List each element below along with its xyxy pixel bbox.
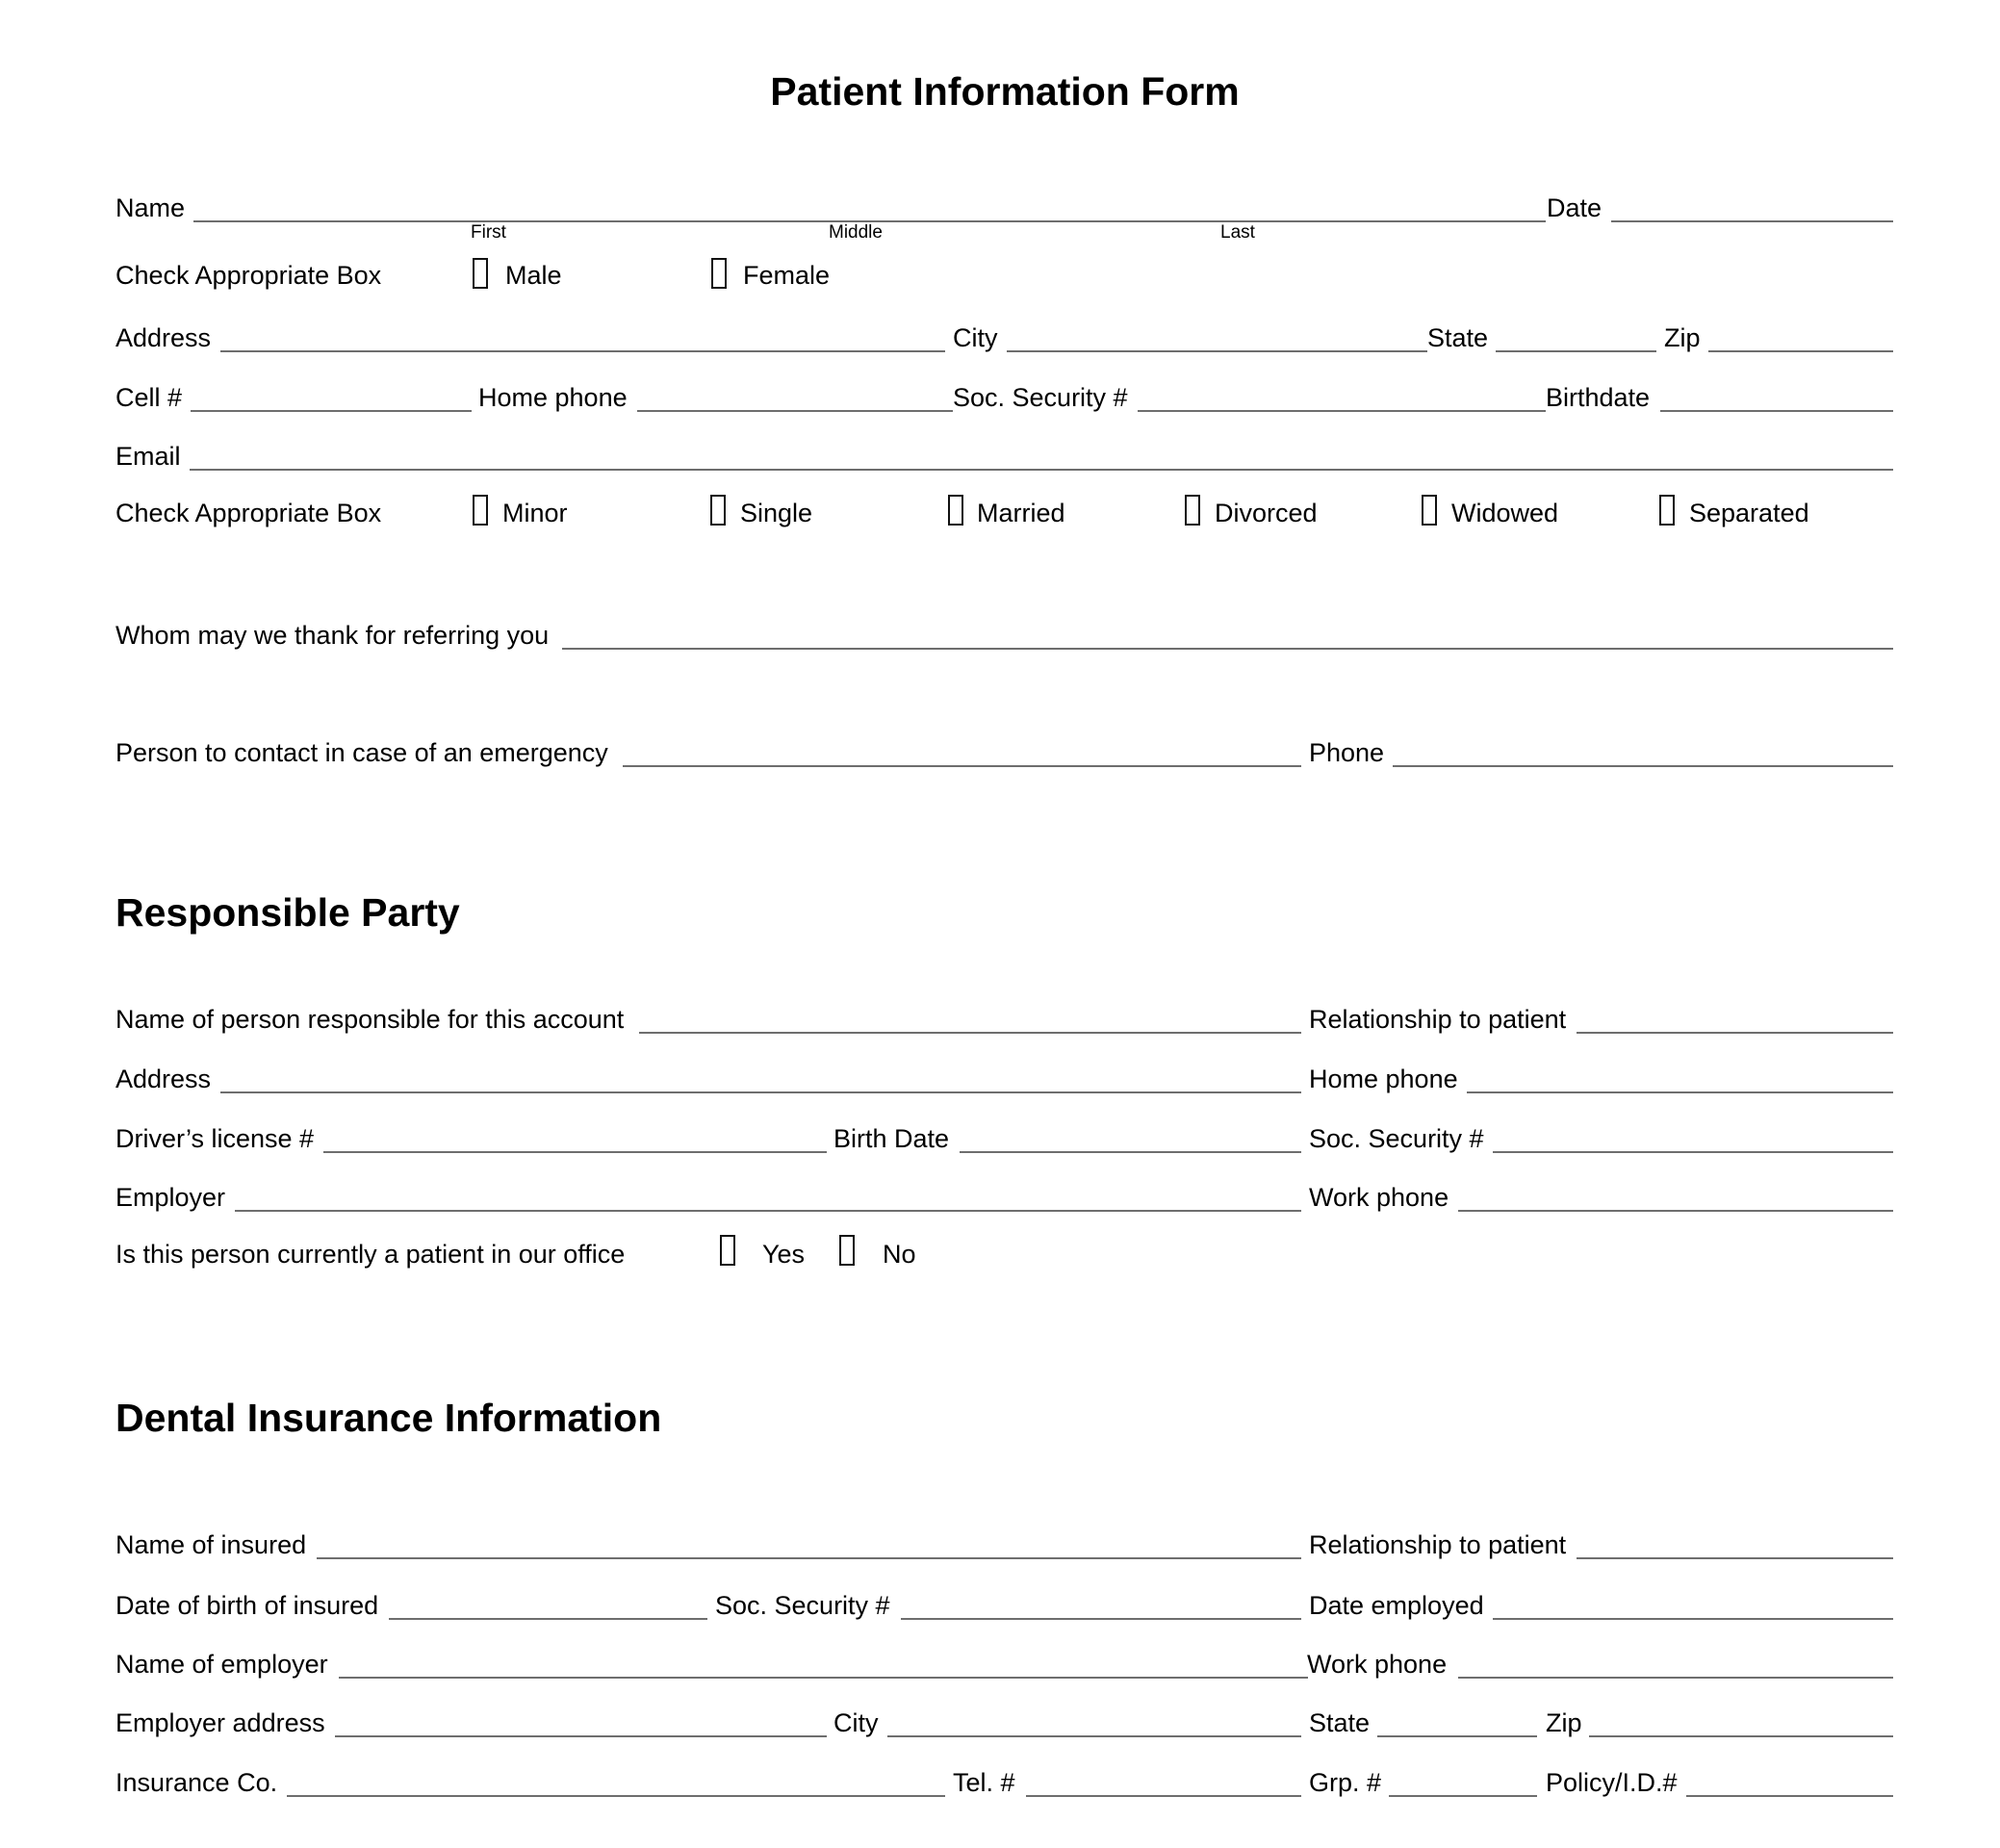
- married-checkbox[interactable]: [948, 495, 963, 526]
- referral-label: Whom may we thank for referring you: [115, 621, 550, 650]
- ins-state-label: State: [1309, 1708, 1371, 1737]
- page-title: Patient Information Form: [770, 69, 1240, 114]
- responsible-party-heading: Responsible Party: [115, 890, 460, 935]
- state-field[interactable]: [1496, 350, 1656, 352]
- address-field[interactable]: [220, 350, 945, 352]
- rp-address-field[interactable]: [220, 1091, 1301, 1093]
- current-patient-no-checkbox[interactable]: [839, 1235, 855, 1266]
- single-label: Single: [740, 499, 813, 527]
- married-label: Married: [977, 499, 1065, 527]
- ins-ssn-label: Soc. Security #: [715, 1591, 890, 1620]
- ins-work-phone-label: Work phone: [1307, 1650, 1448, 1679]
- middle-name-sublabel: Middle: [829, 222, 883, 243]
- employer-name-label: Name of employer: [115, 1650, 328, 1679]
- birthdate-label: Birthdate: [1546, 383, 1651, 412]
- ssn-field[interactable]: [1138, 410, 1546, 412]
- rp-ssn-label: Soc. Security #: [1309, 1124, 1484, 1153]
- ins-zip-label: Zip: [1546, 1708, 1582, 1737]
- ins-state-field[interactable]: [1377, 1735, 1537, 1737]
- birthdate-field[interactable]: [1660, 410, 1893, 412]
- date-label: Date: [1547, 193, 1603, 222]
- date-employed-label: Date employed: [1309, 1591, 1484, 1620]
- status-prompt: Check Appropriate Box: [115, 499, 382, 527]
- ssn-label: Soc. Security #: [953, 383, 1128, 412]
- male-label: Male: [505, 261, 562, 290]
- male-checkbox[interactable]: [473, 258, 488, 289]
- emergency-contact-field[interactable]: [623, 765, 1301, 767]
- rp-ssn-field[interactable]: [1493, 1151, 1893, 1153]
- responsible-name-field[interactable]: [639, 1032, 1301, 1034]
- responsible-name-label: Name of person responsible for this account: [115, 1005, 625, 1034]
- minor-checkbox[interactable]: [473, 495, 488, 526]
- ins-city-field[interactable]: [887, 1735, 1301, 1737]
- rp-employer-label: Employer: [115, 1183, 226, 1212]
- current-patient-yes-label: Yes: [762, 1240, 806, 1269]
- insured-dob-field[interactable]: [389, 1618, 707, 1620]
- widowed-label: Widowed: [1451, 499, 1559, 527]
- rp-address-label: Address: [115, 1065, 212, 1093]
- ins-work-phone-field[interactable]: [1458, 1677, 1893, 1679]
- ins-tel-label: Tel. #: [953, 1768, 1015, 1797]
- policy-id-field[interactable]: [1686, 1795, 1893, 1797]
- rp-employer-field[interactable]: [235, 1210, 1301, 1212]
- policy-id-label: Policy/I.D.#: [1546, 1768, 1678, 1797]
- female-label: Female: [743, 261, 831, 290]
- current-patient-prompt: Is this person currently a patient in our office: [115, 1240, 626, 1269]
- insurance-co-field[interactable]: [287, 1795, 945, 1797]
- rp-license-field[interactable]: [323, 1151, 827, 1153]
- emergency-phone-label: Phone: [1309, 738, 1385, 767]
- emergency-phone-field[interactable]: [1393, 765, 1893, 767]
- employer-address-label: Employer address: [115, 1708, 325, 1737]
- employer-name-field[interactable]: [339, 1677, 1308, 1679]
- ins-zip-field[interactable]: [1589, 1735, 1893, 1737]
- rp-license-label: Driver’s license #: [115, 1124, 315, 1153]
- cell-field[interactable]: [191, 410, 472, 412]
- emergency-contact-label: Person to contact in case of an emergency: [115, 738, 608, 767]
- insurance-co-label: Insurance Co.: [115, 1768, 278, 1797]
- ins-tel-field[interactable]: [1026, 1795, 1301, 1797]
- rp-birth-date-field[interactable]: [960, 1151, 1301, 1153]
- ins-ssn-field[interactable]: [901, 1618, 1301, 1620]
- ins-city-label: City: [833, 1708, 879, 1737]
- home-phone-field[interactable]: [637, 410, 953, 412]
- date-field[interactable]: [1611, 220, 1893, 222]
- rp-work-phone-label: Work phone: [1309, 1183, 1449, 1212]
- sex-prompt: Check Appropriate Box: [115, 261, 382, 290]
- insured-dob-label: Date of birth of insured: [115, 1591, 379, 1620]
- current-patient-yes-checkbox[interactable]: [720, 1235, 735, 1266]
- dental-insurance-heading: Dental Insurance Information: [115, 1396, 662, 1440]
- female-checkbox[interactable]: [711, 258, 727, 289]
- email-field[interactable]: [190, 469, 1893, 471]
- single-checkbox[interactable]: [710, 495, 726, 526]
- current-patient-no-label: No: [883, 1240, 916, 1269]
- zip-label: Zip: [1664, 323, 1701, 352]
- employer-address-field[interactable]: [335, 1735, 827, 1737]
- insured-name-field[interactable]: [317, 1557, 1301, 1559]
- ins-relationship-label: Relationship to patient: [1309, 1530, 1567, 1559]
- name-label: Name: [115, 193, 186, 222]
- first-name-sublabel: First: [471, 222, 506, 243]
- divorced-label: Divorced: [1215, 499, 1318, 527]
- rp-home-phone-field[interactable]: [1467, 1091, 1893, 1093]
- address-label: Address: [115, 323, 212, 352]
- state-label: State: [1427, 323, 1489, 352]
- city-label: City: [953, 323, 998, 352]
- rp-work-phone-field[interactable]: [1458, 1210, 1893, 1212]
- rp-relationship-label: Relationship to patient: [1309, 1005, 1567, 1034]
- rp-relationship-field[interactable]: [1577, 1032, 1893, 1034]
- cell-label: Cell #: [115, 383, 183, 412]
- email-label: Email: [115, 442, 181, 471]
- group-field[interactable]: [1389, 1795, 1537, 1797]
- separated-checkbox[interactable]: [1659, 495, 1675, 526]
- insured-name-label: Name of insured: [115, 1530, 307, 1559]
- rp-birth-date-label: Birth Date: [833, 1124, 950, 1153]
- referral-field[interactable]: [562, 648, 1893, 650]
- home-phone-label: Home phone: [478, 383, 628, 412]
- zip-field[interactable]: [1708, 350, 1893, 352]
- divorced-checkbox[interactable]: [1185, 495, 1200, 526]
- minor-label: Minor: [502, 499, 568, 527]
- widowed-checkbox[interactable]: [1422, 495, 1437, 526]
- city-field[interactable]: [1007, 350, 1427, 352]
- group-label: Grp. #: [1309, 1768, 1382, 1797]
- rp-home-phone-label: Home phone: [1309, 1065, 1458, 1093]
- date-employed-field[interactable]: [1493, 1618, 1893, 1620]
- separated-label: Separated: [1689, 499, 1809, 527]
- last-name-sublabel: Last: [1220, 222, 1255, 243]
- ins-relationship-field[interactable]: [1577, 1557, 1893, 1559]
